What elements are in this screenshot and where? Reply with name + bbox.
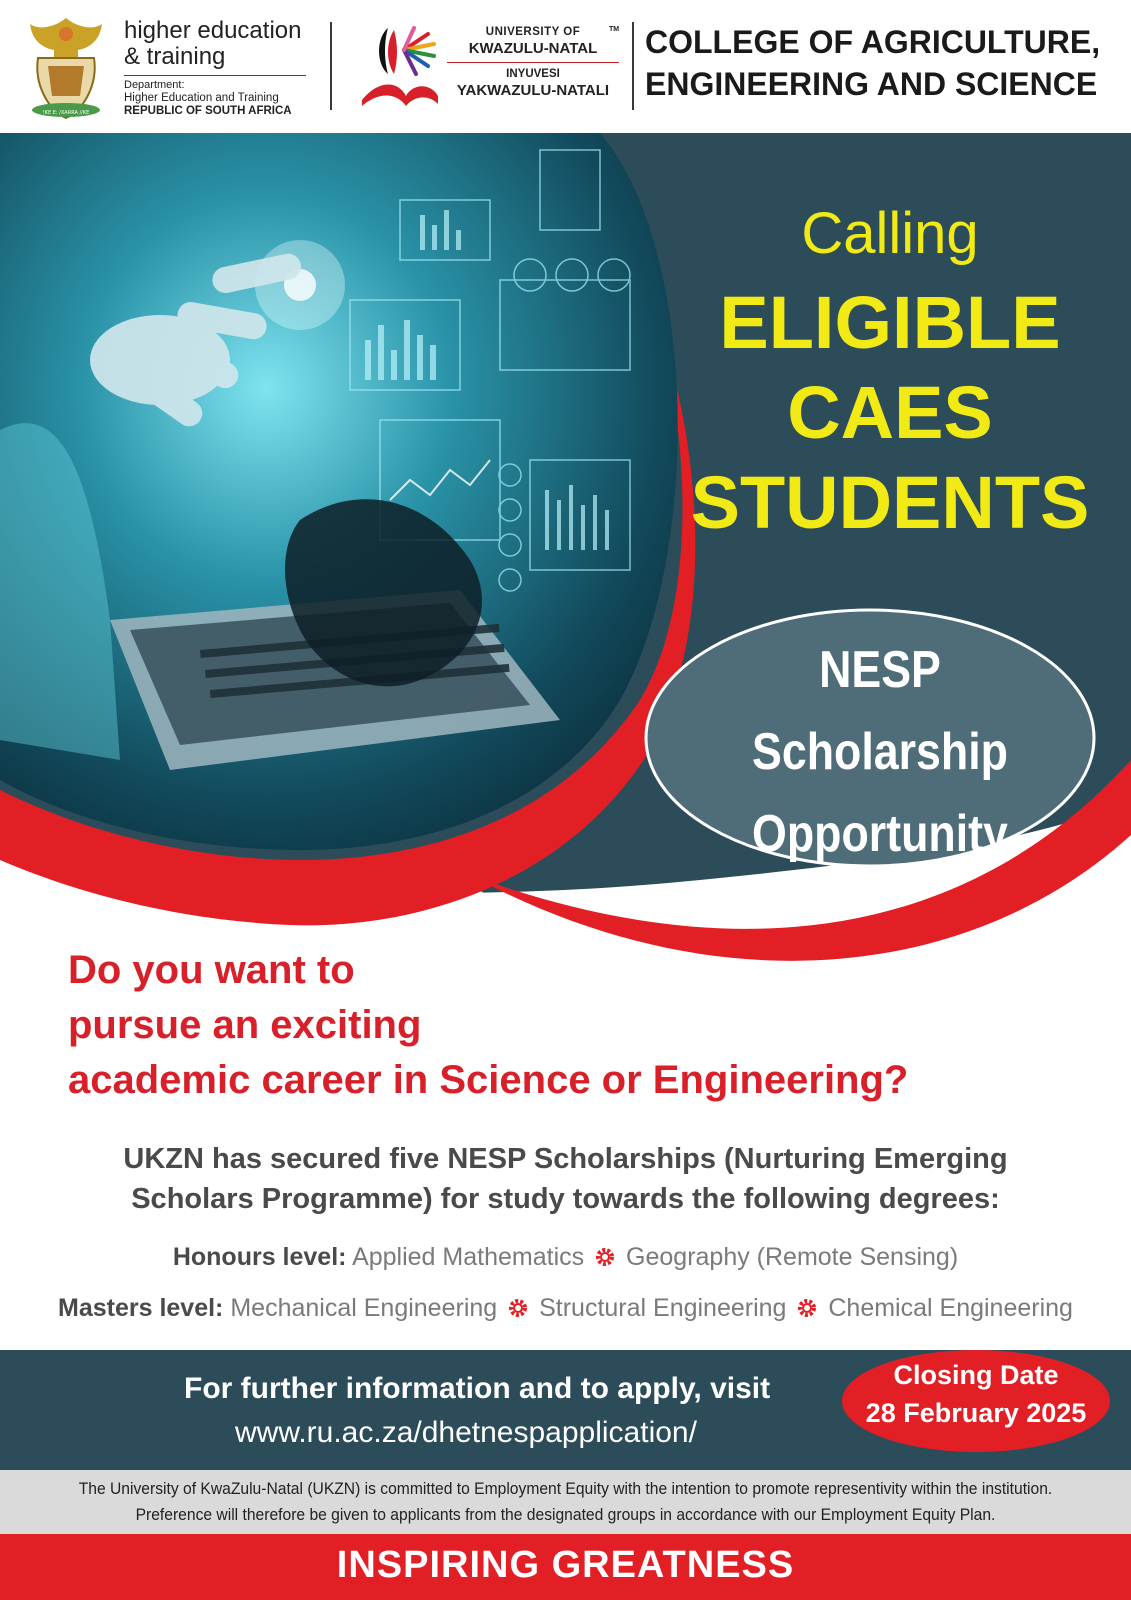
question-line1: Do you want to [68,948,355,992]
headline-line2: CAES [787,371,993,454]
ukzn-line2: KWAZULU-NATAL [468,40,598,57]
degree-item: Applied Mathematics [352,1243,585,1271]
question-line2: pursue an exciting [68,1003,422,1047]
ukzn-trademark: TM [609,26,620,33]
dhet-title-line1: higher education [124,17,302,44]
headline-calling: Calling [801,201,979,266]
degree-item: Structural Engineering [539,1294,787,1322]
badge-line2: Scholarship [752,723,1008,781]
disclaimer-line1: The University of KwaZulu-Natal (UKZN) is committed to Employment Equity with the intention to promote representivity within the institution. [78,1479,1053,1498]
header-divider [632,22,634,110]
gear-bullet-icon [595,1247,615,1267]
apply-url-link[interactable]: www.ru.ac.za/dhetnespapplication/ [235,1416,697,1449]
ukzn-line3: INYUVESI [506,68,560,80]
ukzn-logo [358,20,442,110]
intro-line2: Scholars Programme) for study towards the following degrees: [131,1183,1000,1215]
disclaimer-line2: Preference will therefore be given to applicants from the designated groups in accordance with our Employment Equity Plan. [135,1505,996,1524]
degree-item: Chemical Engineering [828,1294,1073,1322]
question-line3: academic career in Science or Engineering? [68,1058,909,1102]
svg-text:!KE E: /XARRA //KE: !KE E: /XARRA //KE [42,110,90,116]
ukzn-line4: YAKWAZULU-NATALI [456,82,610,99]
header-divider [330,22,332,110]
badge-line3: Opportunity [752,805,1008,863]
dhet-country: REPUBLIC OF SOUTH AFRICA [124,105,292,117]
headline-line3: STUDENTS [690,461,1090,544]
gear-bullet-icon [797,1298,817,1318]
badge-line1: NESP [819,641,941,699]
honours-degrees [0,1243,1131,1272]
degree-item: Mechanical Engineering [230,1294,498,1322]
header-bar [0,0,1131,133]
gear-bullet-icon [508,1298,528,1318]
college-name-line2: ENGINEERING AND SCIENCE [645,66,1098,102]
ukzn-rule [447,62,619,63]
dhet-department-name: Higher Education and Training [124,92,279,104]
closing-date-value: 28 February 2025 [865,1398,1087,1428]
dhet-department-label: Department: [124,79,185,91]
headline-line1: ELIGIBLE [719,281,1061,364]
footer-tagline: INSPIRING GREATNESS [336,1544,795,1586]
dhet-title-line2: & training [124,43,226,70]
ukzn-line1: UNIVERSITY OF [485,26,581,38]
masters-degrees [0,1294,1131,1323]
coat-of-arms-logo [24,14,108,122]
dhet-rule [124,75,306,76]
masters-label: Masters level: [58,1294,224,1322]
degree-item: Geography (Remote Sensing) [626,1243,959,1271]
honours-label: Honours level: [172,1243,347,1271]
intro-line1: UKZN has secured five NESP Scholarships (Nurturing Emerging [123,1143,1008,1175]
college-name-line1: COLLEGE OF AGRICULTURE, [645,24,1101,60]
apply-text: For further information and to apply, visit [184,1372,771,1405]
closing-date-label: Closing Date [893,1360,1059,1390]
